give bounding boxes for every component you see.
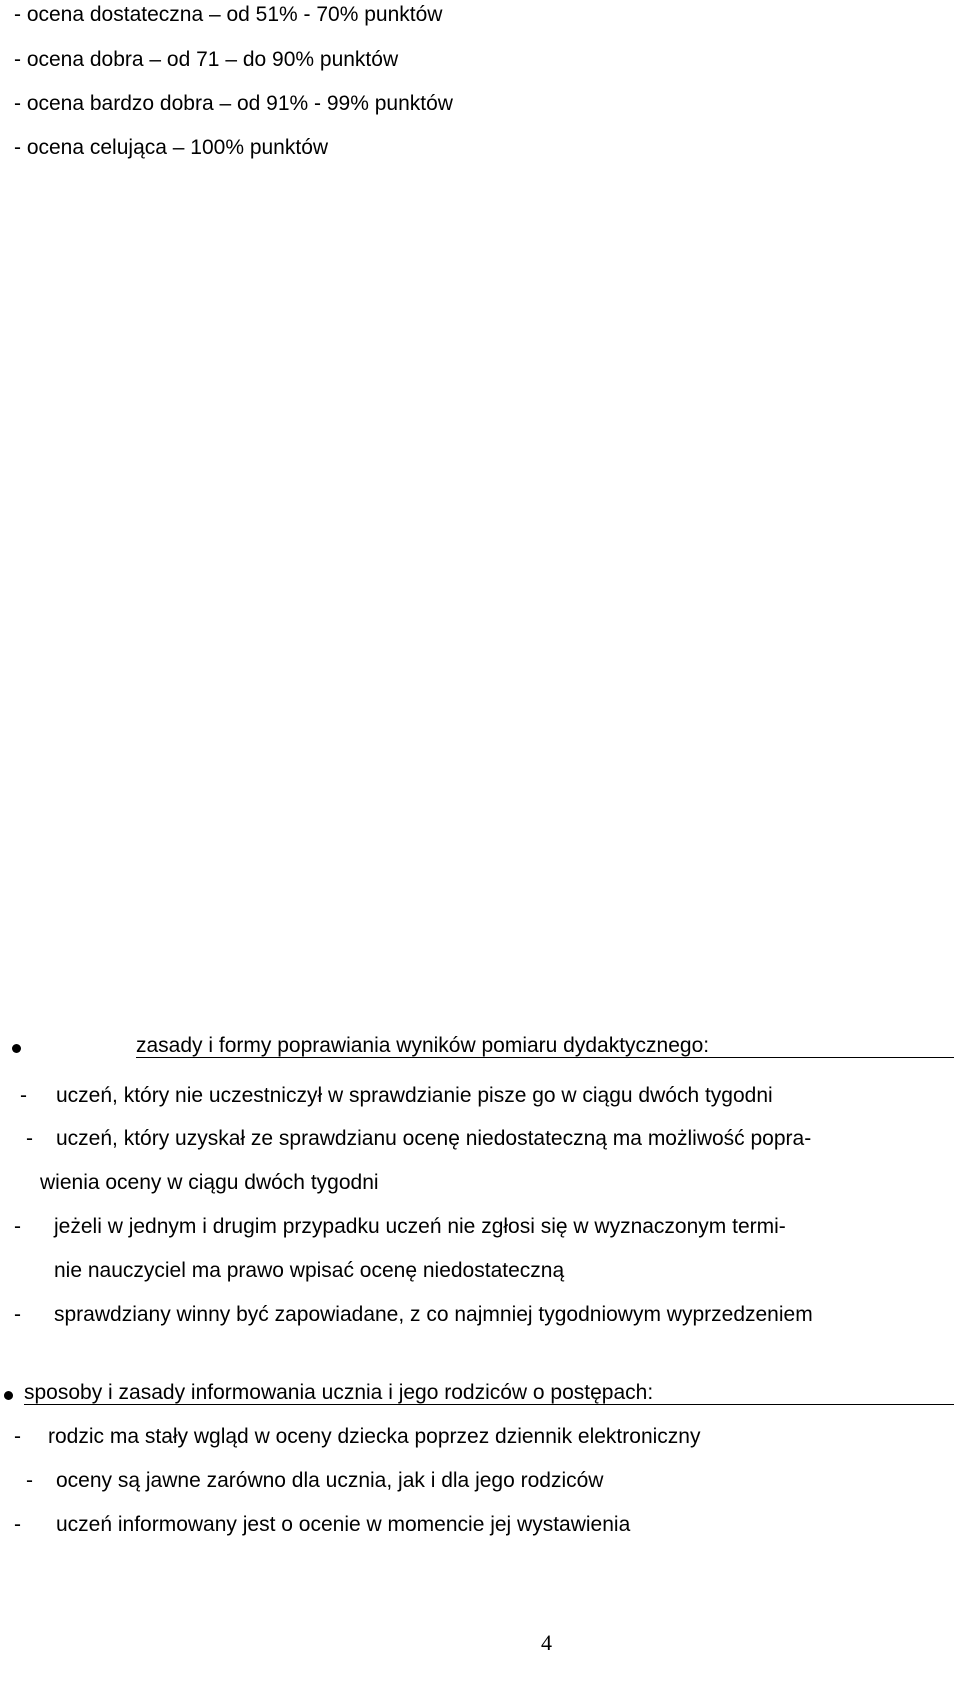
list-dash: - <box>14 1425 21 1448</box>
section-heading-text: zasady i formy poprawiania wyników pomiaru dydaktycznego: <box>136 1034 710 1057</box>
grade-line-1: - ocena dostateczna – od 51% - 70% punktów <box>14 3 443 26</box>
grade-line-3: - ocena bardzo dobra – od 91% - 99% punktów <box>14 92 453 115</box>
bullet-icon <box>12 1044 21 1053</box>
bullet-icon <box>4 1391 13 1400</box>
list-item: oceny są jawne zarówno dla ucznia, jak i dla jego rodziców <box>56 1469 604 1492</box>
list-item: jeżeli w jednym i drugim przypadku uczeń nie zgłosi się w wyznaczonym termi- <box>54 1215 786 1238</box>
section-heading-informing <box>24 1382 954 1405</box>
list-item: uczeń, który nie uczestniczył w sprawdzianie pisze go w ciągu dwóch tygodni <box>56 1084 773 1107</box>
list-item: rodzic ma stały wgląd w oceny dziecka poprzez dziennik elektroniczny <box>48 1425 701 1448</box>
list-dash: - <box>14 1303 21 1326</box>
grade-line-4: - ocena celująca – 100% punktów <box>14 136 329 159</box>
section-heading-text: sposoby i zasady informowania ucznia i jego rodziców o postępach: <box>24 1381 654 1404</box>
list-item: uczeń, który uzyskał ze sprawdzianu ocenę niedostateczną ma możliwość popra- <box>56 1127 812 1150</box>
list-dash: - <box>14 1215 21 1238</box>
list-item: uczeń informowany jest o ocenie w momencie jej wystawienia <box>56 1513 631 1536</box>
list-item: sprawdziany winny być zapowiadane, z co najmniej tygodniowym wyprzedzeniem <box>54 1303 813 1326</box>
list-dash: - <box>14 1513 21 1536</box>
list-item-continuation: nie nauczyciel ma prawo wpisać ocenę niedostateczną <box>54 1259 565 1282</box>
page-number: 4 <box>541 1630 552 1655</box>
list-item-continuation: wienia oceny w ciągu dwóch tygodni <box>40 1171 379 1194</box>
grade-line-2: - ocena dobra – od 71 – do 90% punktów <box>14 48 399 71</box>
list-dash: - <box>20 1084 27 1107</box>
list-dash: - <box>26 1469 33 1492</box>
section-heading-improvement <box>136 1035 954 1058</box>
list-dash: - <box>26 1127 33 1150</box>
